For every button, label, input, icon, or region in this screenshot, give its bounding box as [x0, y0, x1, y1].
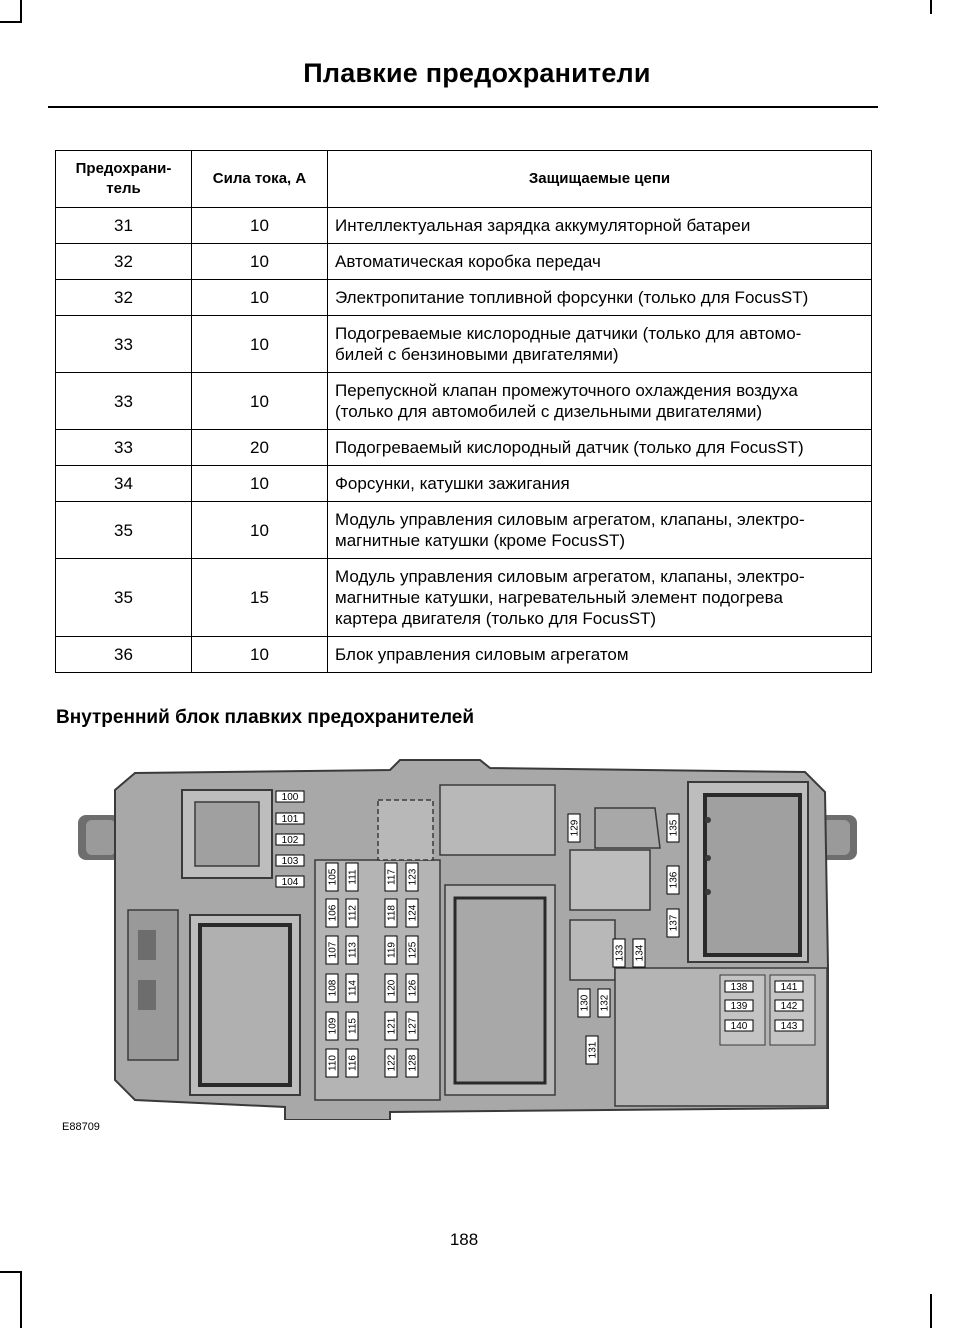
fuse-134 [633, 939, 646, 967]
fuse-label: 125 [407, 941, 419, 959]
amperage-cell: 10 [192, 208, 328, 244]
relay-pin [705, 855, 711, 861]
fuse-label: 110 [327, 1055, 339, 1071]
circuit-cell: Подогреваемый кислородный датчик (только для FocusST) [328, 430, 872, 466]
crop-mark [930, 0, 932, 14]
fuse-number-cell: 35 [56, 502, 192, 559]
fuse-label: 108 [327, 979, 339, 997]
fuse-143 [775, 1020, 803, 1032]
fuse-label: 121 [386, 1017, 398, 1035]
fuse-label: 140 [730, 1021, 748, 1032]
fuse-126 [406, 974, 419, 1002]
amperage-cell: 10 [192, 244, 328, 280]
fuse-label: 117 [386, 869, 398, 885]
amperage-cell: 10 [192, 280, 328, 316]
circuit-cell: Электропитание топливной форсунки (только для FocusST) [328, 280, 872, 316]
fuse-label: 104 [281, 877, 299, 888]
fuse-label: 103 [281, 856, 299, 867]
relay-right-lower [570, 920, 615, 980]
circuit-cell: Модуль управления силовым агрегатом, клапаны, электро- магнитные катушки, нагревательный элемент подогрева картера двигателя (только для FocusST) [328, 559, 872, 637]
fuse-label: 133 [614, 944, 626, 962]
fuse-label: 124 [407, 904, 419, 922]
circuit-cell: Интеллектуальная зарядка аккумуляторной батареи [328, 208, 872, 244]
fuse-label: 137 [668, 914, 680, 932]
figure-code: E88709 [62, 1121, 100, 1133]
fuse-137 [667, 909, 680, 937]
fuse-number-cell: 32 [56, 244, 192, 280]
relay-pin [705, 889, 711, 895]
table-body [56, 208, 872, 673]
relay-pin [705, 817, 711, 823]
fuse-122 [385, 1049, 398, 1077]
crop-mark [0, 1271, 22, 1273]
fuse-label: 123 [407, 868, 419, 886]
table-row [56, 502, 872, 559]
fuse-label: 132 [599, 994, 611, 1012]
fuse-label: 102 [281, 835, 299, 846]
fuse-number-cell: 33 [56, 373, 192, 430]
fuse-label: 131 [587, 1041, 599, 1059]
left-clip-slot [138, 980, 156, 1010]
fuse-label: 128 [407, 1054, 419, 1072]
fuse-label: 118 [386, 905, 398, 921]
fuse-131 [586, 1036, 599, 1064]
fuse-139 [725, 1000, 753, 1012]
relay-large-left-inner [200, 925, 290, 1085]
fuse-label: 135 [668, 819, 680, 837]
fuse-128 [406, 1049, 419, 1077]
fuse-label: 126 [407, 979, 419, 997]
fuse-number-cell: 33 [56, 430, 192, 466]
fuse-136 [667, 866, 680, 894]
fuse-label: 115 [347, 1018, 359, 1034]
fuse-125 [406, 936, 419, 964]
fuse-124 [406, 899, 419, 927]
page-number: 188 [449, 1230, 479, 1249]
fuse-140 [725, 1020, 753, 1032]
fuse-label: 116 [347, 1055, 359, 1071]
fuse-label: 119 [386, 942, 398, 958]
table-row [56, 316, 872, 373]
table-row [56, 637, 872, 673]
fuse-label: 130 [579, 994, 591, 1012]
fuse-120 [385, 974, 398, 1002]
circuit-cell: Блок управления силовым агрегатом [328, 637, 872, 673]
fuse-label: 134 [634, 944, 646, 962]
fuse-111 [346, 863, 359, 891]
fuse-label: 143 [780, 1021, 798, 1032]
fuse-label: 101 [281, 814, 299, 825]
circuit-cell: Модуль управления силовым агрегатом, клапаны, электро- магнитные катушки (кроме FocusST) [328, 502, 872, 559]
table-row [56, 559, 872, 637]
circuit-cell: Подогреваемые кислородные датчики (только для автомо- билей с бензиновыми двигателями) [328, 316, 872, 373]
table-row [56, 208, 872, 244]
fuse-101 [276, 813, 304, 825]
fuse-115 [346, 1012, 359, 1040]
fuse-number-cell: 34 [56, 466, 192, 502]
fuse-109 [326, 1012, 339, 1040]
fuse-121 [385, 1012, 398, 1040]
table-row [56, 373, 872, 430]
amperage-cell: 10 [192, 466, 328, 502]
fuse-104 [276, 876, 304, 888]
table-row [56, 280, 872, 316]
fuse-number-cell: 31 [56, 208, 192, 244]
fuse-label: 138 [730, 982, 748, 993]
fuse-number-cell: 32 [56, 280, 192, 316]
fuse-label: 127 [407, 1017, 419, 1035]
crop-mark [0, 21, 22, 23]
fuse-123 [406, 863, 419, 891]
fuse-103 [276, 855, 304, 867]
relay-top-center-right [440, 785, 555, 855]
fuse-105 [326, 863, 339, 891]
fuse-106 [326, 899, 339, 927]
table-row [56, 244, 872, 280]
fuse-141 [775, 981, 803, 993]
fuse-129 [568, 814, 581, 842]
crop-mark [20, 1271, 22, 1328]
fuse-135 [667, 814, 680, 842]
fuse-130 [578, 989, 591, 1017]
fuse-107 [326, 936, 339, 964]
crop-mark [930, 1294, 932, 1328]
relay-large-right-inner [705, 795, 800, 955]
left-connector-inner [86, 820, 116, 855]
circuit-cell: Форсунки, катушки зажигания [328, 466, 872, 502]
fuse-label: 114 [347, 980, 359, 996]
amperage-cell: 20 [192, 430, 328, 466]
crop-mark [20, 0, 22, 22]
amperage-cell: 15 [192, 559, 328, 637]
fuse-label: 107 [327, 941, 339, 959]
relay-top-left-inner [195, 802, 259, 866]
fuse-number-cell: 36 [56, 637, 192, 673]
relay-center-top [378, 800, 433, 860]
fuse-label: 129 [569, 819, 581, 837]
amperage-cell: 10 [192, 637, 328, 673]
fuse-132 [598, 989, 611, 1017]
relay-large-center-inner [455, 898, 545, 1083]
table-row [56, 466, 872, 502]
fuse-113 [346, 936, 359, 964]
column-header-fuse: Предохрани- тель [56, 151, 192, 208]
fuse-label: 122 [386, 1054, 398, 1072]
fuse-116 [346, 1049, 359, 1077]
fuse-102 [276, 834, 304, 846]
page-title: Плавкие предохранители [303, 58, 651, 88]
fuse-114 [346, 974, 359, 1002]
fuse-label: 111 [347, 869, 359, 885]
fuse-label: 136 [668, 871, 680, 889]
fuse-108 [326, 974, 339, 1002]
fuse-label: 142 [780, 1001, 798, 1012]
fuse-117 [385, 863, 398, 891]
amperage-cell: 10 [192, 502, 328, 559]
fuse-112 [346, 899, 359, 927]
column-header-circuits: Защищаемые цепи [328, 151, 872, 208]
fuse-label: 120 [386, 979, 398, 997]
fuse-138 [725, 981, 753, 993]
table-header-row [56, 151, 872, 208]
fuse-100 [276, 791, 304, 803]
title-divider [48, 106, 878, 108]
fuse-label: 112 [347, 905, 359, 921]
fuse-label: 139 [730, 1001, 748, 1012]
fuse-label: 141 [780, 982, 798, 993]
fuse-number-cell: 35 [56, 559, 192, 637]
fuse-119 [385, 936, 398, 964]
fuse-118 [385, 899, 398, 927]
fuse-label: 106 [327, 904, 339, 922]
fuse-133 [613, 939, 626, 967]
amperage-cell: 10 [192, 316, 328, 373]
fuse-127 [406, 1012, 419, 1040]
table-row [56, 430, 872, 466]
fuse-label: 109 [327, 1017, 339, 1035]
column-header-current: Сила тока, A [192, 151, 328, 208]
fuse-label: 100 [281, 792, 299, 803]
fuse-table [55, 150, 872, 673]
fuse-box-diagram [60, 740, 870, 1120]
circuit-cell: Автоматическая коробка передач [328, 244, 872, 280]
amperage-cell: 10 [192, 373, 328, 430]
fuse-number-cell: 33 [56, 316, 192, 373]
fuse-142 [775, 1000, 803, 1012]
relay-right-small [570, 850, 650, 910]
fuse-label: 105 [327, 868, 339, 886]
fuse-110 [326, 1049, 339, 1077]
section-heading: Внутренний блок плавких предохранителей [56, 707, 475, 728]
left-clip-slot [138, 930, 156, 960]
circuit-cell: Перепускной клапан промежуточного охлаждения воздуха (только для автомобилей с дизельными двигателями) [328, 373, 872, 430]
fuse-label: 113 [347, 942, 359, 958]
